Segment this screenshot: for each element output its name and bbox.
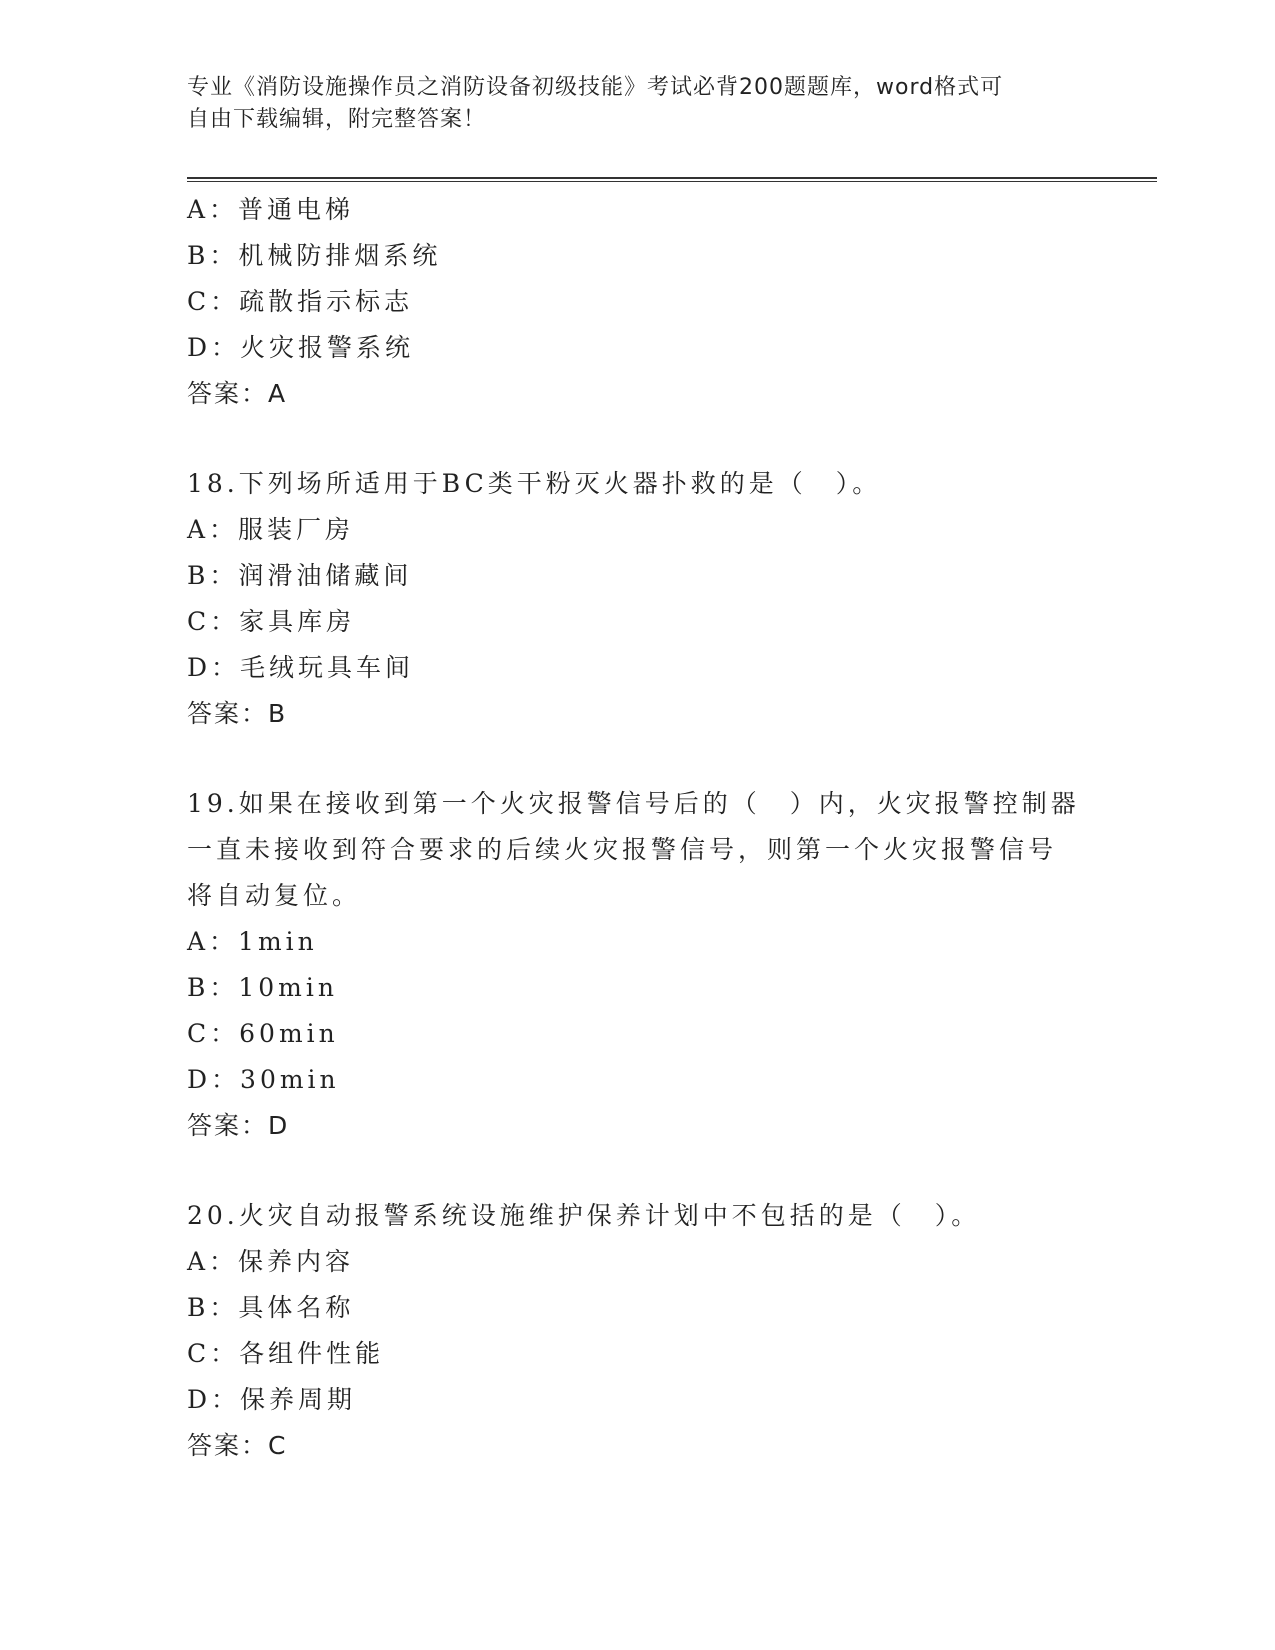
option-b: B：具体名称 bbox=[187, 1293, 355, 1322]
header-divider-thick bbox=[187, 177, 1157, 179]
option-a: A：普通电梯 bbox=[187, 195, 355, 224]
option-d: D：毛绒玩具车间 bbox=[187, 653, 415, 682]
option-a: A：服装厂房 bbox=[187, 515, 355, 544]
header-line-2: 自由下载编辑，附完整答案！ bbox=[187, 107, 487, 132]
answer: 答案：A bbox=[187, 379, 288, 408]
question-text: 18.下列场所适用于BC类干粉灭火器扑救的是（ ）。 bbox=[187, 469, 882, 498]
option-a: A：保养内容 bbox=[187, 1247, 355, 1276]
header-divider-thin bbox=[187, 181, 1157, 182]
option-a: A：1min bbox=[187, 927, 318, 956]
question-text-line-2: 一直未接收到符合要求的后续火灾报警信号，则第一个火灾报警信号 bbox=[187, 835, 1058, 864]
option-c: C：60min bbox=[187, 1019, 339, 1048]
question-text: 20.火灾自动报警系统设施维护保养计划中不包括的是（ ）。 bbox=[187, 1201, 981, 1230]
option-d: D：30min bbox=[187, 1065, 340, 1094]
option-d: D：保养周期 bbox=[187, 1385, 357, 1414]
question-19 bbox=[187, 781, 1087, 1149]
header-line-1: 专业《消防设施操作员之消防设备初级技能》考试必背200题题库，word格式可 bbox=[187, 75, 1004, 100]
question-text-line-1: 19.如果在接收到第一个火灾报警信号后的（ ）内，火灾报警控制器 bbox=[187, 789, 1080, 818]
question-list bbox=[187, 187, 1087, 1469]
question-18 bbox=[187, 461, 1087, 737]
option-b: B：10min bbox=[187, 973, 338, 1002]
answer: 答案：D bbox=[187, 1111, 290, 1140]
answer: 答案：C bbox=[187, 1431, 288, 1460]
option-b: B：机械防排烟系统 bbox=[187, 241, 442, 270]
option-c: C：家具库房 bbox=[187, 607, 356, 636]
question-20 bbox=[187, 1193, 1087, 1469]
question-17 bbox=[187, 187, 1087, 417]
option-b: B：润滑油储藏间 bbox=[187, 561, 413, 590]
question-text-line-3: 将自动复位。 bbox=[187, 881, 362, 910]
option-d: D：火灾报警系统 bbox=[187, 333, 415, 362]
page-header bbox=[187, 72, 1087, 136]
answer: 答案：B bbox=[187, 699, 288, 728]
option-c: C：各组件性能 bbox=[187, 1339, 385, 1368]
option-c: C：疏散指示标志 bbox=[187, 287, 414, 316]
